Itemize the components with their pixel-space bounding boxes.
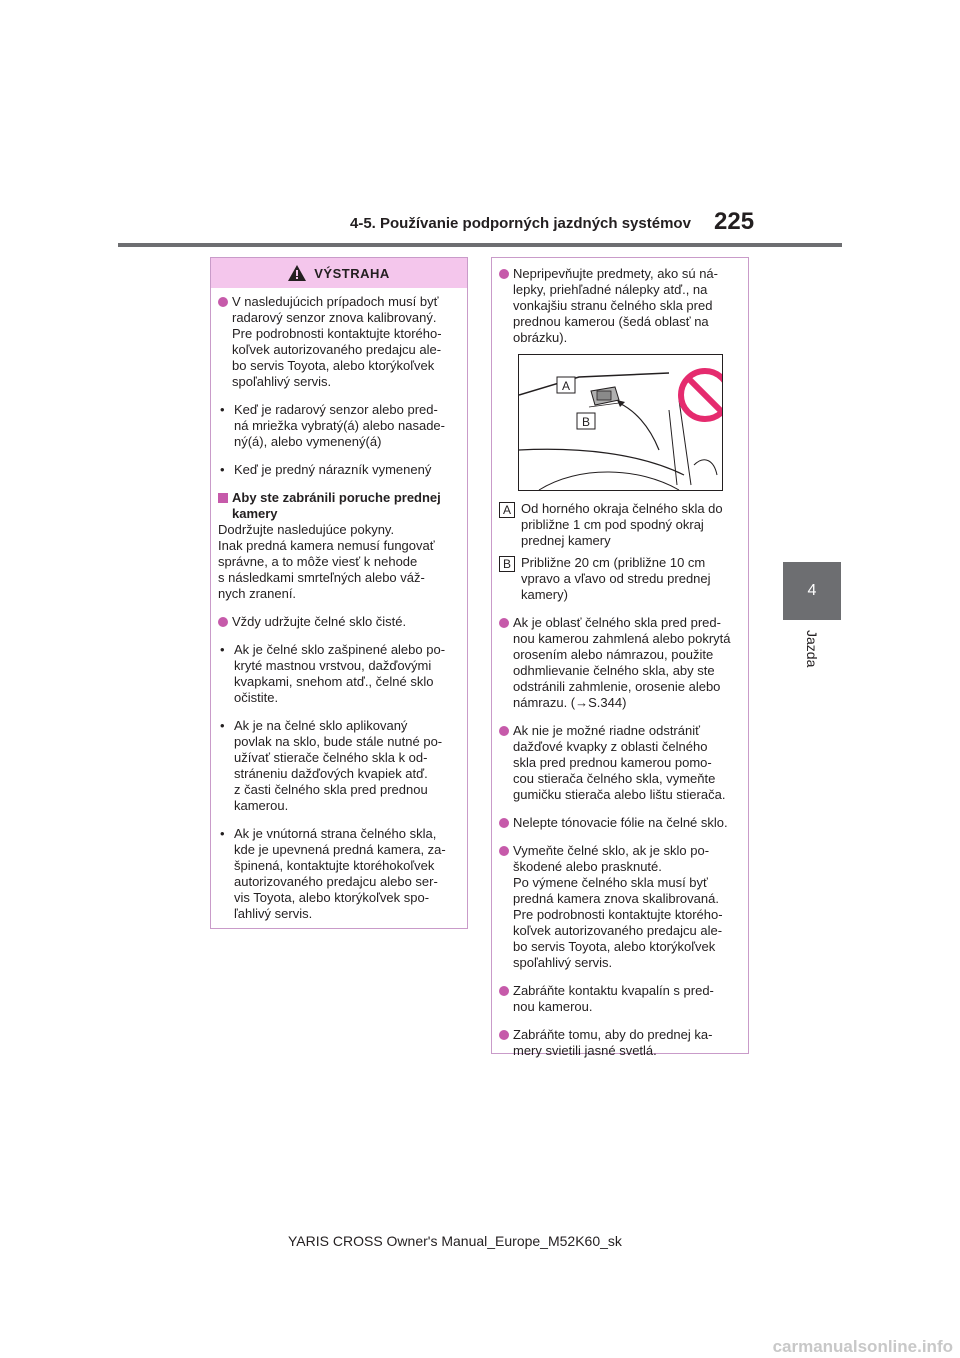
dash-item	[218, 642, 461, 706]
bullet-text: Ak je oblasť čelného skla pred pred- nou kamerou zahmlená alebo pokrytá orosením alebo námrazou, použite odhmlievanie čelného skla, aby ste odstránili zahmlenie, orosenie alebo námrazu. (→S.344)	[513, 615, 731, 710]
bullet-item	[499, 615, 742, 711]
legend-key-a: A	[499, 502, 515, 518]
bullet-text: V nasledujúcich prípadoch musí byť radarový senzor znova kalibrovaný. Pre podrobnosti kontaktujte ktorého- koľvek autorizovaného predajcu ale- bo servis Toyota, alebo ktorýkoľvek spoľahlivý servis.	[232, 294, 442, 389]
bullet-dot-icon	[499, 986, 509, 996]
warning-title: VÝSTRAHA	[314, 265, 390, 281]
dash-item	[218, 718, 461, 814]
bullet-item	[499, 266, 742, 346]
dash-bullet-icon: •	[220, 402, 225, 417]
dash-text: Ak je čelné sklo zašpinené alebo po- kryté mastnou vrstvou, dažďovými kvapkami, snehom atď., čelné sklo očistite.	[234, 642, 446, 705]
dash-item	[218, 402, 461, 450]
chapter-label	[785, 630, 839, 690]
dash-bullet-icon: •	[220, 462, 225, 477]
illustration-label-a: A	[561, 379, 571, 393]
bullet-item	[499, 1027, 742, 1059]
legend-key-b: B	[499, 556, 515, 572]
bullet-dot-icon	[218, 617, 228, 627]
dash-item	[218, 826, 461, 922]
dash-bullet-icon: •	[220, 718, 225, 733]
bullet-item	[499, 815, 742, 831]
warning-triangle-icon	[288, 265, 306, 281]
legend-item-a	[499, 501, 742, 549]
bullet-dot-icon	[218, 297, 228, 307]
bullet-dot-icon	[499, 618, 509, 628]
bullet-dot-icon	[499, 726, 509, 736]
bullet-text: Vždy udržujte čelné sklo čisté.	[232, 614, 407, 629]
section-title: 4-5. Používanie podporných jazdných systémov	[350, 215, 691, 232]
chapter-label-text: Jazda	[804, 630, 820, 668]
bullet-dot-icon	[499, 846, 509, 856]
warning-body	[211, 288, 467, 922]
section-paragraph: Dodržujte nasledujúce pokyny. Inak predná kamera nemusí fungovať správne, a to môže viesť k nehode s následkami smrteľných alebo váž- nych zranení.	[218, 522, 435, 601]
bullet-item	[218, 294, 461, 390]
dash-bullet-icon: •	[220, 826, 225, 841]
bullet-item	[499, 843, 742, 971]
dash-text: Ak je na čelné sklo aplikovaný povlak na sklo, bude stále nutné po- užívať stierače čelného skla k od- stráneniu dažďových kvapiek atď. z časti čelného skla pred prednou kamerou.	[234, 718, 443, 813]
watermark-text: carmanualsonline.info	[772, 1337, 953, 1356]
bullet-item	[499, 723, 742, 803]
dash-text: Keď je radarový senzor alebo pred- ná mriežka vybratý(á) alebo nasade- ný(á), alebo vymenený(á)	[234, 402, 445, 449]
manual-footer: YARIS CROSS Owner's Manual_Europe_M52K60_sk	[288, 1233, 622, 1249]
warning-panel-continued	[491, 257, 749, 1058]
bullet-item	[218, 614, 461, 630]
chapter-tab	[783, 562, 841, 620]
bullet-text: Ak nie je možné riadne odstrániť dažďové kvapky z oblasti čelného skla pred prednou kamerou pomo- cou stierača čelného skla, vymeňte gumičku stierača alebo lištu stierača.	[513, 723, 726, 802]
bullet-dot-icon	[499, 269, 509, 279]
watermark-logo	[735, 1335, 955, 1357]
bullet-dot-icon	[499, 1030, 509, 1040]
bullet-text: Zabráňte kontaktu kvapalín s pred- nou kamerou.	[513, 983, 714, 1014]
legend-text-a: Od horného okraja čelného skla do približne 1 cm pod spodný okraj prednej kamery	[521, 501, 723, 548]
chapter-number: 4	[807, 582, 817, 599]
windshield-camera-illustration	[518, 354, 723, 491]
windshield-drawing	[519, 355, 722, 490]
dash-item	[218, 462, 461, 478]
legend-item-b	[499, 555, 742, 603]
right-panel-body	[492, 258, 748, 1059]
bullet-text: Vymeňte čelné sklo, ak je sklo po- škodené alebo prasknuté. Po výmene čelného skla musí byť predná kamera znova skalibrovaná. Pre podrobnosti kontaktujte ktorého- koľvek autorizovaného predajcu ale- bo servis Toyota, alebo ktorýkoľvek spoľahlivý servis.	[513, 843, 723, 970]
dash-text: Ak je vnútorná strana čelného skla, kde je upevnená predná kamera, za- špinená, kontaktujte ktoréhokoľvek autorizovaného predajcu alebo ser- vis Toyota, alebo ktorýkoľvek spo- ľahlivý servis.	[234, 826, 446, 921]
dash-text: Keď je predný nárazník vymenený	[234, 462, 432, 477]
section-heading-text: Aby ste zabránili poruche prednej kamery	[232, 490, 441, 521]
page-number: 225	[714, 208, 755, 235]
square-bullet-icon	[218, 493, 228, 503]
legend-text-b: Približne 20 cm (približne 10 cm vpravo a vľavo od stredu prednej kamery)	[521, 555, 711, 602]
warning-panel	[210, 257, 468, 929]
bullet-text: Zabráňte tomu, aby do prednej ka- mery svietili jasné svetlá.	[513, 1027, 713, 1058]
warning-header	[211, 258, 467, 288]
bullet-text: Nepripevňujte predmety, ako sú ná- lepky, priehľadné nálepky atď., na vonkajšiu stranu čelného skla pred prednou kamerou (šedá oblasť na obrázku).	[513, 266, 718, 345]
section-heading	[218, 490, 461, 522]
dash-bullet-icon: •	[220, 642, 225, 657]
bullet-item	[499, 983, 742, 1015]
bullet-text: Nelepte tónovacie fólie na čelné sklo.	[513, 815, 728, 830]
illustration-label-b: B	[581, 415, 591, 429]
bullet-dot-icon	[499, 818, 509, 828]
header-divider	[118, 243, 842, 247]
